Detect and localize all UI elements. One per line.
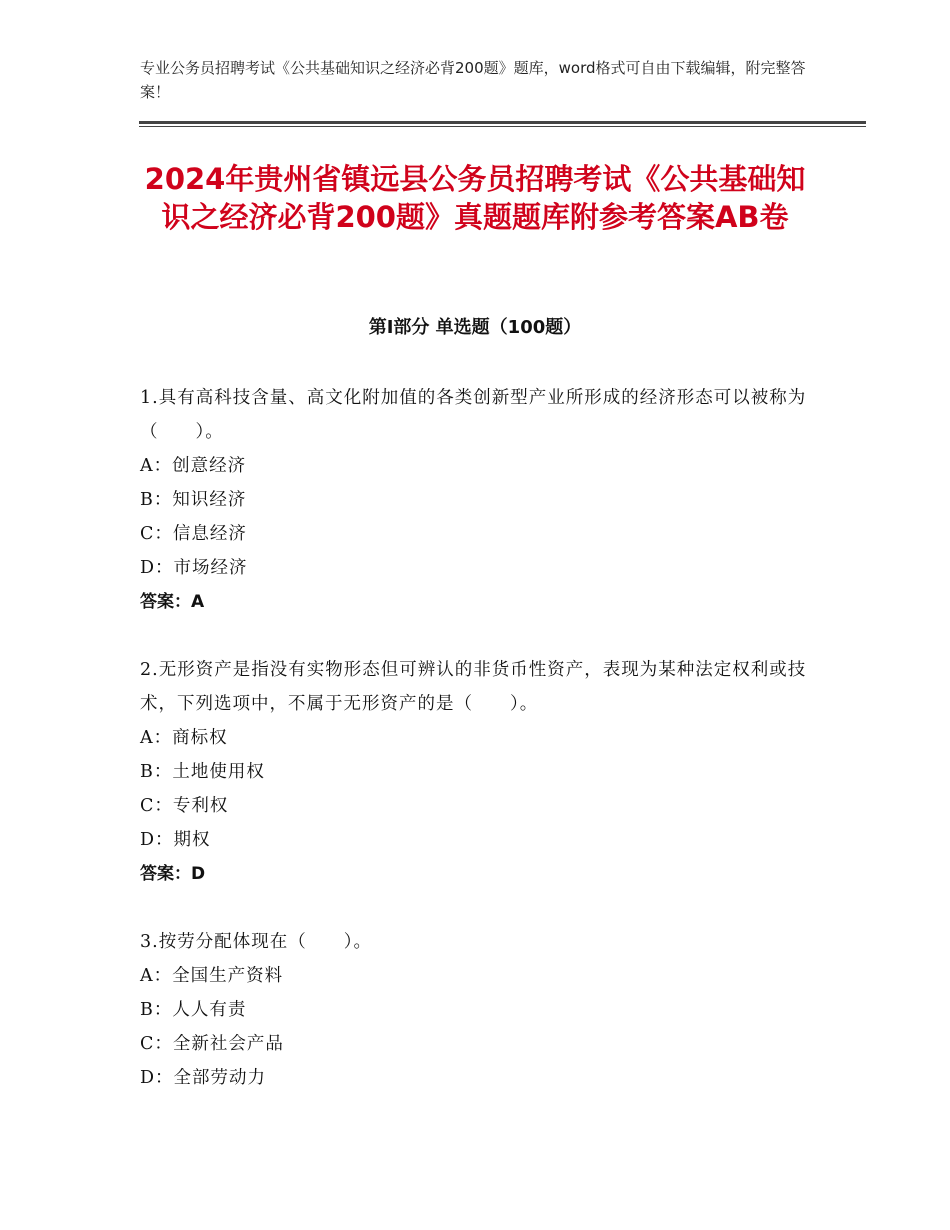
question-stem: 1.具有高科技含量、高文化附加值的各类创新型产业所形成的经济形态可以被称为（ ）。 [140, 388, 807, 442]
answer: 答案：A [140, 592, 205, 612]
header-rule-thick [139, 121, 866, 124]
header-rule-thin [139, 126, 866, 127]
question-list [140, 381, 810, 1129]
option-a: A：全国生产资料 [140, 966, 284, 986]
question-stem: 3.按劳分配体现在（ ）。 [140, 932, 372, 952]
option-b: B：知识经济 [140, 490, 247, 510]
option-c: C：专利权 [140, 796, 229, 816]
answer: 答案：D [140, 864, 206, 884]
question-3 [140, 925, 810, 1095]
option-a: A：创意经济 [140, 456, 247, 476]
option-c: C：信息经济 [140, 524, 247, 544]
section-title: 第Ⅰ部分 单选题（100题） [368, 317, 582, 338]
option-b: B：土地使用权 [140, 762, 265, 782]
document-title: 2024年贵州省镇远县公务员招聘考试《公共基础知识之经济必背200题》真题题库附参考答案AB卷 [144, 162, 806, 234]
question-1 [140, 381, 810, 619]
option-b: B：人人有责 [140, 1000, 247, 1020]
option-d: D：期权 [140, 830, 211, 850]
header-note: 专业公务员招聘考试《公共基础知识之经济必背200题》题库，word格式可自由下载编辑，附完整答案！ [140, 59, 806, 101]
option-d: D：全部劳动力 [140, 1068, 267, 1088]
option-d: D：市场经济 [140, 558, 248, 578]
question-stem: 2.无形资产是指没有实物形态但可辨认的非货币性资产，表现为某种法定权利或技术，下列选项中，不属于无形资产的是（ ）。 [140, 660, 807, 714]
option-a: A：商标权 [140, 728, 228, 748]
question-2 [140, 653, 810, 891]
option-c: C：全新社会产品 [140, 1034, 284, 1054]
